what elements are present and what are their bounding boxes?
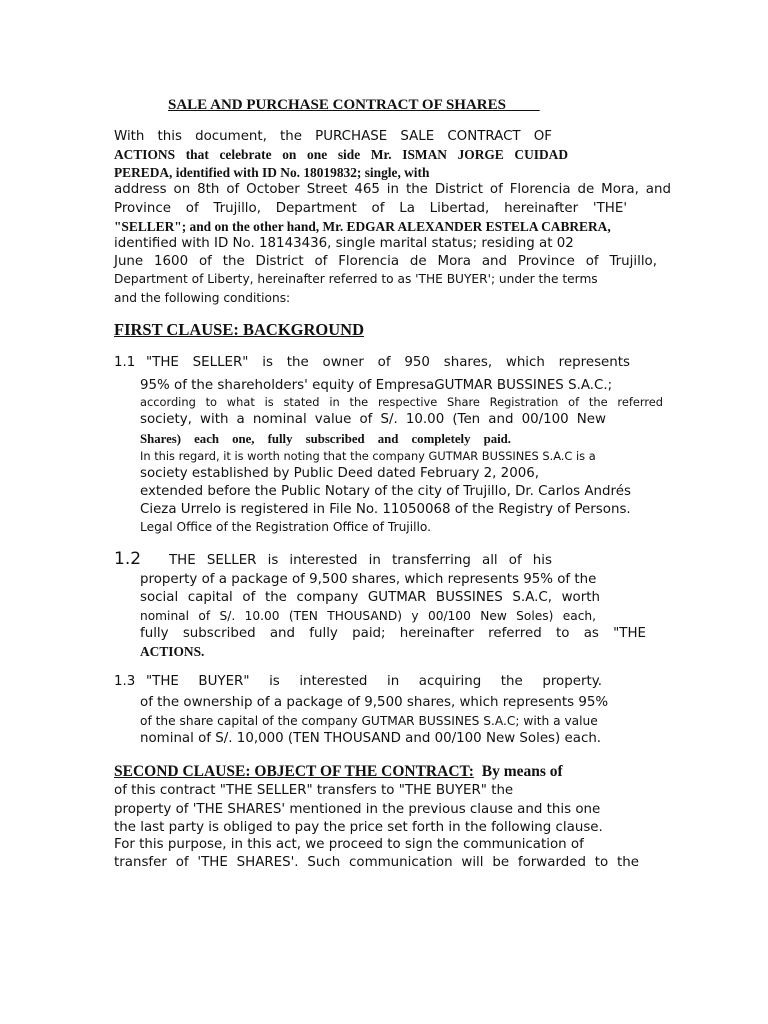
clause-1-1-line: In this regard, it is worth noting that the company GUTMAR BUSSINES S.A.C is a (140, 449, 596, 463)
clause-1-2-line: social capital of the company GUTMAR BUSSINES S.A.C, worth (140, 590, 600, 605)
clause-number: 1.1 (114, 355, 136, 370)
clause-1-1-line: 95% of the shareholders' equity of EmpresaGUTMAR BUSSINES S.A.C.; (140, 378, 613, 393)
clause-1-2-line: fully subscribed and fully paid; hereinafter referred to as "THE (140, 626, 646, 641)
intro-line: address on 8th of October Street 465 in the District of Florencia de Mora, and (114, 182, 671, 197)
clause-1-1-line: Legal Office of the Registration Office of Trujillo. (140, 520, 431, 534)
first-clause-heading: FIRST CLAUSE: BACKGROUND (114, 320, 364, 339)
clause-1-2-line: property of a package of 9,500 shares, which represents 95% of the (140, 572, 597, 587)
clause-1-1-line: Shares) each one, fully subscribed and completely paid. (140, 432, 511, 446)
intro-line: Province of Trujillo, Department of La Libertad, hereinafter 'THE' (114, 201, 627, 216)
intro-line: "SELLER"; and on the other hand, Mr. EDGAR ALEXANDER ESTELA CABRERA, (114, 219, 611, 234)
clause-2-line: the last party is obliged to pay the price set forth in the following clause. (114, 820, 603, 835)
clause-2-line: transfer of 'THE SHARES'. Such communication will be forwarded to the (114, 855, 639, 870)
intro-line: and the following conditions: (114, 291, 291, 305)
clause-1-3-line: nominal of S/. 10,000 (TEN THOUSAND and 00/100 New Soles) each. (140, 731, 602, 746)
clause-1-2-line: THE SELLER is interested in transferring all of his (169, 553, 552, 568)
clause-1-2-line: ACTIONS. (140, 644, 205, 659)
clause-1-1-line: society established by Public Deed dated February 2, 2006, (140, 466, 540, 481)
clause-number: 1.2 (114, 549, 142, 569)
clause-1-3-line: of the share capital of the company GUTMAR BUSSINES S.A.C; with a value (140, 714, 598, 728)
clause-1-1-line: extended before the Public Notary of the city of Trujillo, Dr. Carlos Andrés (140, 484, 631, 499)
intro-line: ACTIONS that celebrate on one side Mr. ISMAN JORGE CUIDAD (114, 147, 568, 162)
clause-1-1-line: society, with a nominal value of S/. 10.00 (Ten and 00/100 New (140, 412, 606, 427)
clause-1-3-line: "THE BUYER" is interested in acquiring the property. (146, 674, 602, 689)
intro-line: With this document, the PURCHASE SALE CONTRACT OF (114, 129, 552, 144)
clause-1-3-line: of the ownership of a package of 9,500 shares, which represents 95% (140, 695, 609, 710)
clause-2-line: of this contract "THE SELLER" transfers to "THE BUYER" the (114, 783, 514, 798)
clause-2-line: For this purpose, in this act, we proceed to sign the communication of (114, 837, 584, 852)
clause-2-line: property of 'THE SHARES' mentioned in the previous clause and this one (114, 802, 601, 817)
document-title: SALE AND PURCHASE CONTRACT OF SHARES (168, 97, 506, 113)
intro-line: identified with ID No. 18143436, single marital status; residing at 02 (114, 236, 574, 251)
clause-1-1-line: "THE SELLER" is the owner of 950 shares, which represents (146, 355, 630, 370)
second-clause-heading: SECOND CLAUSE: OBJECT OF THE CONTRACT: By means of (114, 763, 563, 780)
intro-line: June 1600 of the District of Florencia de Mora and Province of Trujillo, (114, 254, 657, 269)
clause-1-2-line: nominal of S/. 10.00 (TEN THOUSAND) y 00/100 New Soles) each, (140, 609, 596, 623)
intro-line: Department of Liberty, hereinafter referred to as 'THE BUYER'; under the terms (114, 272, 598, 286)
intro-line: PEREDA, identified with ID No. 18019832; single, with (114, 165, 430, 180)
clause-1-1-line: Cieza Urrelo is registered in File No. 11050068 of the Registry of Persons. (140, 502, 631, 517)
clause-1-1-line: according to what is stated in the respective Share Registration of the referred (140, 395, 663, 409)
clause-number: 1.3 (114, 674, 136, 689)
